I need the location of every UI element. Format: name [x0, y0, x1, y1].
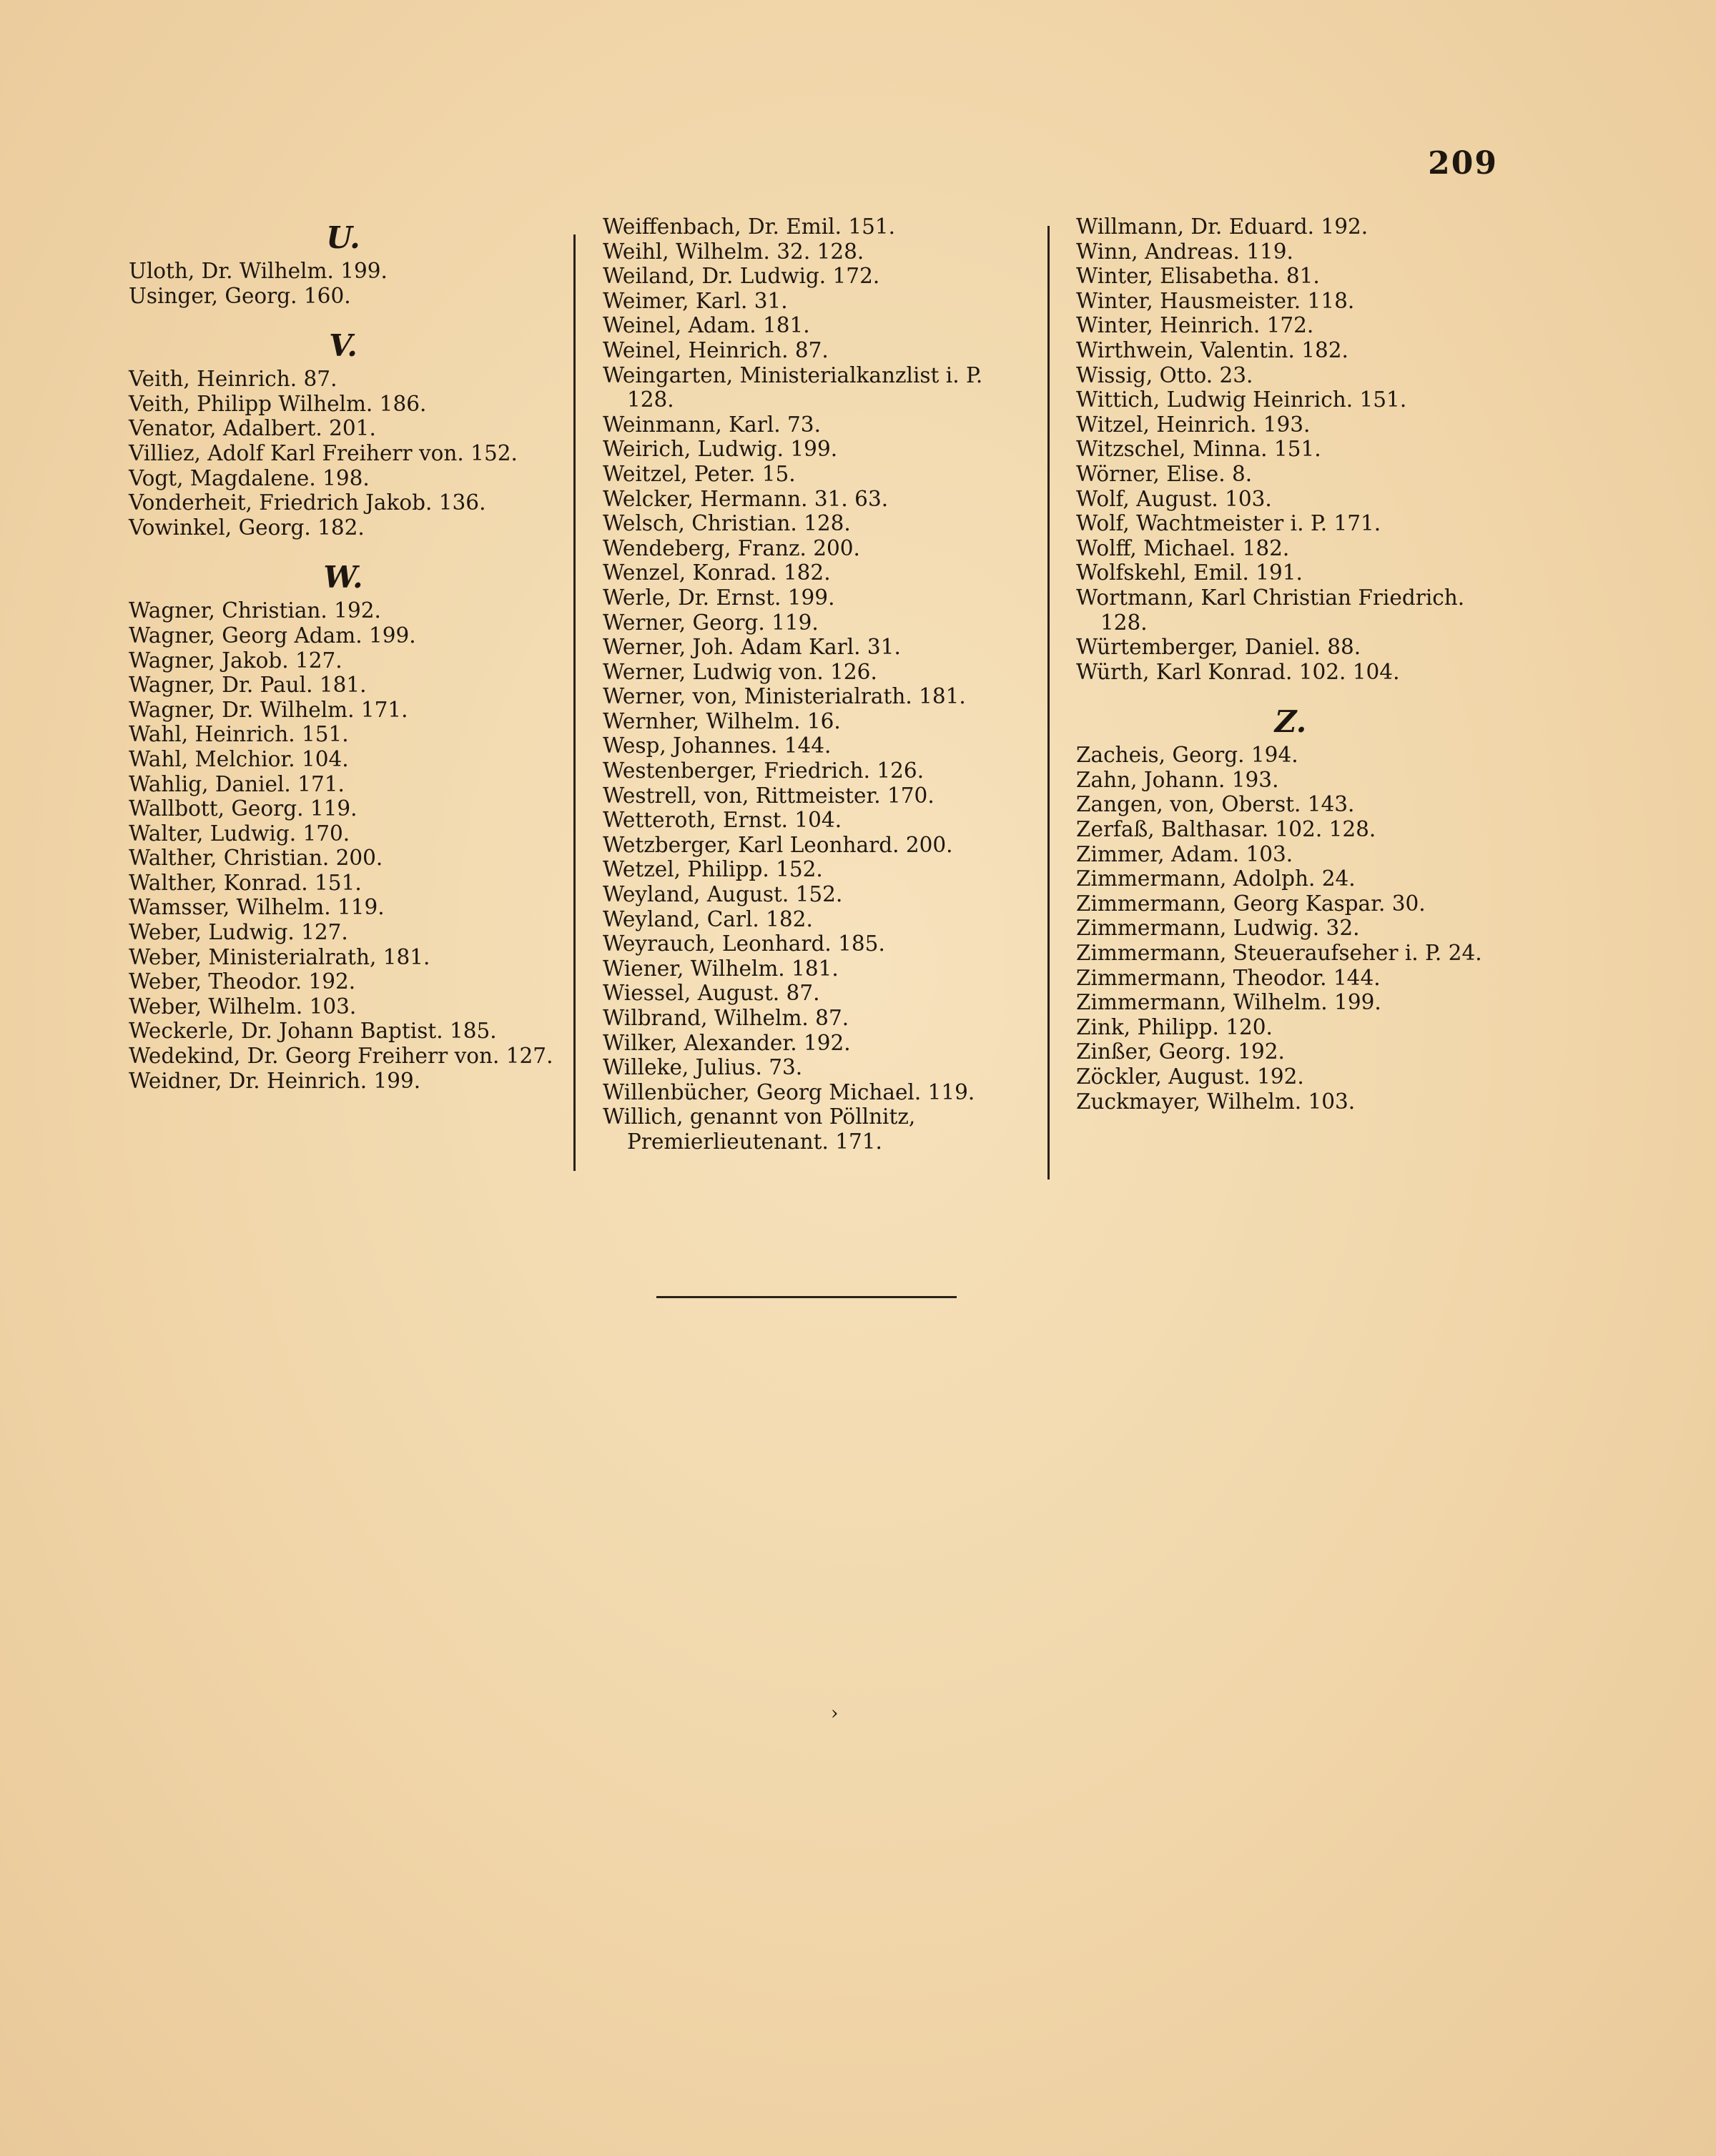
index-entry: Uloth, Dr. Wilhelm. 199. [129, 259, 388, 283]
index-entry: Wittich, Ludwig Heinrich. 151. [1076, 387, 1407, 412]
index-entry: Walter, Ludwig. 170. [129, 821, 350, 846]
index-entry: Walther, Konrad. 151. [129, 870, 362, 895]
index-entry: Zuckmayer, Wilhelm. 103. [1076, 1089, 1356, 1114]
index-entry: Wagner, Dr. Wilhelm. 171. [129, 697, 408, 722]
index-entry: Weiffenbach, Dr. Emil. 151. [603, 214, 896, 239]
index-entry: Weinel, Heinrich. 87. [603, 337, 829, 362]
index-entry: Wamsser, Wilhelm. 119. [129, 895, 385, 920]
index-entry: Wenzel, Konrad. 182. [603, 560, 831, 585]
index-entry: Weingarten, Ministerialkanzlist i. P. 128. [603, 362, 983, 412]
index-entry: Veith, Philipp Wilhelm. 186. [129, 391, 427, 416]
index-entry: Wagner, Jakob. 127. [129, 648, 342, 673]
index-entry: Zimmermann, Ludwig. 32. [1076, 916, 1360, 941]
index-entry: Zangen, von, Oberst. 143. [1076, 792, 1355, 817]
index-entry: Wesp, Johannes. 144. [603, 733, 832, 758]
index-entry: Weirich, Ludwig. 199. [603, 437, 838, 462]
section-gap [129, 540, 558, 548]
index-entry: Zacheis, Georg. 194. [1076, 743, 1298, 768]
index-entry: Weitzel, Peter. 15. [603, 461, 796, 486]
index-entry: Werner, von, Ministerialrath. 181. [603, 684, 966, 709]
index-entry: Wolff, Michael. 182. [1076, 535, 1290, 560]
index-entry: Wendeberg, Franz. 200. [603, 535, 860, 560]
index-entry: Weber, Theodor. 192. [129, 969, 356, 994]
index-entry: Wernher, Wilhelm. 16. [603, 708, 841, 733]
index-entry: Wiener, Wilhelm. 181. [603, 956, 839, 981]
index-entry: Wolf, Wachtmeister i. P. 171. [1076, 511, 1381, 536]
index-entry: Werner, Joh. Adam Karl. 31. [603, 635, 901, 660]
index-entry: Wedekind, Dr. Georg Freiherr von. 127. [129, 1044, 553, 1069]
index-entry: Weidner, Dr. Heinrich. 199. [129, 1068, 421, 1093]
section-gap [129, 308, 558, 317]
index-entry: Wagner, Christian. 192. [129, 598, 381, 623]
index-entry: Zimmermann, Steueraufseher i. P. 24. [1076, 941, 1482, 966]
index-entry: Weyrauch, Leonhard. 185. [603, 931, 885, 956]
letter-heading: W. [323, 560, 363, 595]
index-entry: Witzel, Heinrich. 193. [1076, 412, 1311, 437]
index-entry: Weber, Ministerialrath, 181. [129, 944, 430, 969]
index-entry: Willmann, Dr. Eduard. 192. [1076, 214, 1369, 239]
index-entry: Wirthwein, Valentin. 182. [1076, 337, 1348, 362]
index-entry: Zerfaß, Balthasar. 102. 128. [1076, 817, 1376, 842]
index-entry: Weber, Ludwig. 127. [129, 920, 348, 945]
index-entry: Wolfskehl, Emil. 191. [1076, 560, 1303, 585]
index-entry: Veith, Heinrich. 87. [129, 367, 337, 392]
index-entry: Weinmann, Karl. 73. [603, 412, 821, 437]
index-entry: Walther, Christian. 200. [129, 846, 383, 871]
index-column-2 [603, 214, 1032, 1154]
end-rule [656, 1296, 957, 1298]
index-entry: Wilker, Alexander. 192. [603, 1030, 851, 1055]
index-entry: Weyland, August. 152. [603, 882, 843, 907]
index-entry: Zimmermann, Georg Kaspar. 30. [1076, 891, 1426, 916]
index-entry: Westenberger, Friedrich. 126. [603, 758, 924, 783]
column-divider [1047, 226, 1050, 1180]
index-entry: Werle, Dr. Ernst. 199. [603, 585, 835, 610]
index-entry: Zimmer, Adam. 103. [1076, 841, 1293, 866]
stray-mark: › [831, 1703, 839, 1724]
index-entry: Wiessel, August. 87. [603, 981, 820, 1006]
index-entry: Willeke, Julius. 73. [603, 1055, 803, 1080]
index-entry: Weiland, Dr. Ludwig. 172. [603, 264, 880, 289]
index-entry: Wahlig, Daniel. 171. [129, 771, 345, 796]
index-entry: Villiez, Adolf Karl Freiherr von. 152. [129, 440, 518, 465]
index-entry: Würth, Karl Konrad. 102. 104. [1076, 659, 1400, 684]
letter-heading: U. [326, 220, 360, 255]
index-entry: Zimmermann, Adolph. 24. [1076, 866, 1356, 891]
index-entry: Usinger, Georg. 160. [129, 283, 351, 308]
index-entry: Welsch, Christian. 128. [603, 511, 851, 536]
letter-heading: Z. [1274, 704, 1307, 740]
index-entry: Wissig, Otto. 23. [1076, 362, 1253, 387]
index-entry: Wagner, Dr. Paul. 181. [129, 673, 367, 698]
index-entry: Vogt, Magdalene. 198. [129, 465, 370, 490]
index-entry: Willenbücher, Georg Michael. 119. [603, 1079, 975, 1104]
index-entry: Wetzel, Philipp. 152. [603, 857, 823, 882]
index-entry: Weckerle, Dr. Johann Baptist. 185. [129, 1019, 497, 1044]
index-entry: Winter, Elisabetha. 81. [1076, 264, 1320, 289]
index-entry: Wetteroth, Ernst. 104. [603, 808, 842, 833]
index-entry: Vonderheit, Friedrich Jakob. 136. [129, 490, 486, 515]
index-entry: Werner, Ludwig von. 126. [603, 659, 877, 684]
section-gap [1076, 684, 1505, 693]
index-entry: Weinel, Adam. 181. [603, 313, 810, 338]
index-entry: Weimer, Karl. 31. [603, 288, 788, 313]
index-entry: Witzschel, Minna. 151. [1076, 437, 1321, 462]
index-entry: Wagner, Georg Adam. 199. [129, 623, 416, 648]
index-entry: Willich, genannt von Pöllnitz, Premierlieutenant. 171. [603, 1104, 916, 1154]
index-entry: Wahl, Heinrich. 151. [129, 722, 349, 747]
page-number: 209 [1428, 145, 1498, 182]
index-entry: Westrell, von, Rittmeister. 170. [603, 783, 935, 808]
index-entry: Weber, Wilhelm. 103. [129, 994, 357, 1019]
index-entry: Wortmann, Karl Christian Friedrich. 128. [1076, 585, 1465, 635]
index-entry: Weyland, Carl. 182. [603, 906, 813, 931]
index-entry: Würtemberger, Daniel. 88. [1076, 635, 1361, 660]
index-entry: Winter, Heinrich. 172. [1076, 313, 1314, 338]
index-entry: Werner, Georg. 119. [603, 610, 819, 635]
index-entry: Wallbott, Georg. 119. [129, 796, 358, 821]
index-entry: Zimmermann, Theodor. 144. [1076, 965, 1381, 990]
index-entry: Winn, Andreas. 119. [1076, 239, 1293, 264]
index-column-1 [129, 209, 558, 1093]
index-column-3 [1076, 214, 1505, 1114]
index-entry: Wilbrand, Wilhelm. 87. [603, 1006, 849, 1030]
index-entry: Zöckler, August. 192. [1076, 1064, 1304, 1089]
index-entry: Weihl, Wilhelm. 32. 128. [603, 239, 864, 264]
index-entry: Zimmermann, Wilhelm. 199. [1076, 990, 1381, 1015]
index-entry: Winter, Hausmeister. 118. [1076, 288, 1355, 313]
index-entry: Welcker, Hermann. 31. 63. [603, 486, 889, 511]
index-entry: Zinßer, Georg. 192. [1076, 1039, 1285, 1064]
index-entry: Vowinkel, Georg. 182. [129, 515, 365, 540]
index-entry: Zink, Philipp. 120. [1076, 1014, 1273, 1039]
index-entry: Wolf, August. 103. [1076, 486, 1272, 511]
index-entry: Venator, Adalbert. 201. [129, 416, 376, 441]
index-entry: Zahn, Johann. 193. [1076, 767, 1279, 792]
letter-heading: V. [329, 328, 358, 364]
index-entry: Wahl, Melchior. 104. [129, 746, 349, 771]
index-entry: Wörner, Elise. 8. [1076, 461, 1253, 486]
column-divider [573, 234, 576, 1171]
index-entry: Wetzberger, Karl Leonhard. 200. [603, 832, 953, 857]
